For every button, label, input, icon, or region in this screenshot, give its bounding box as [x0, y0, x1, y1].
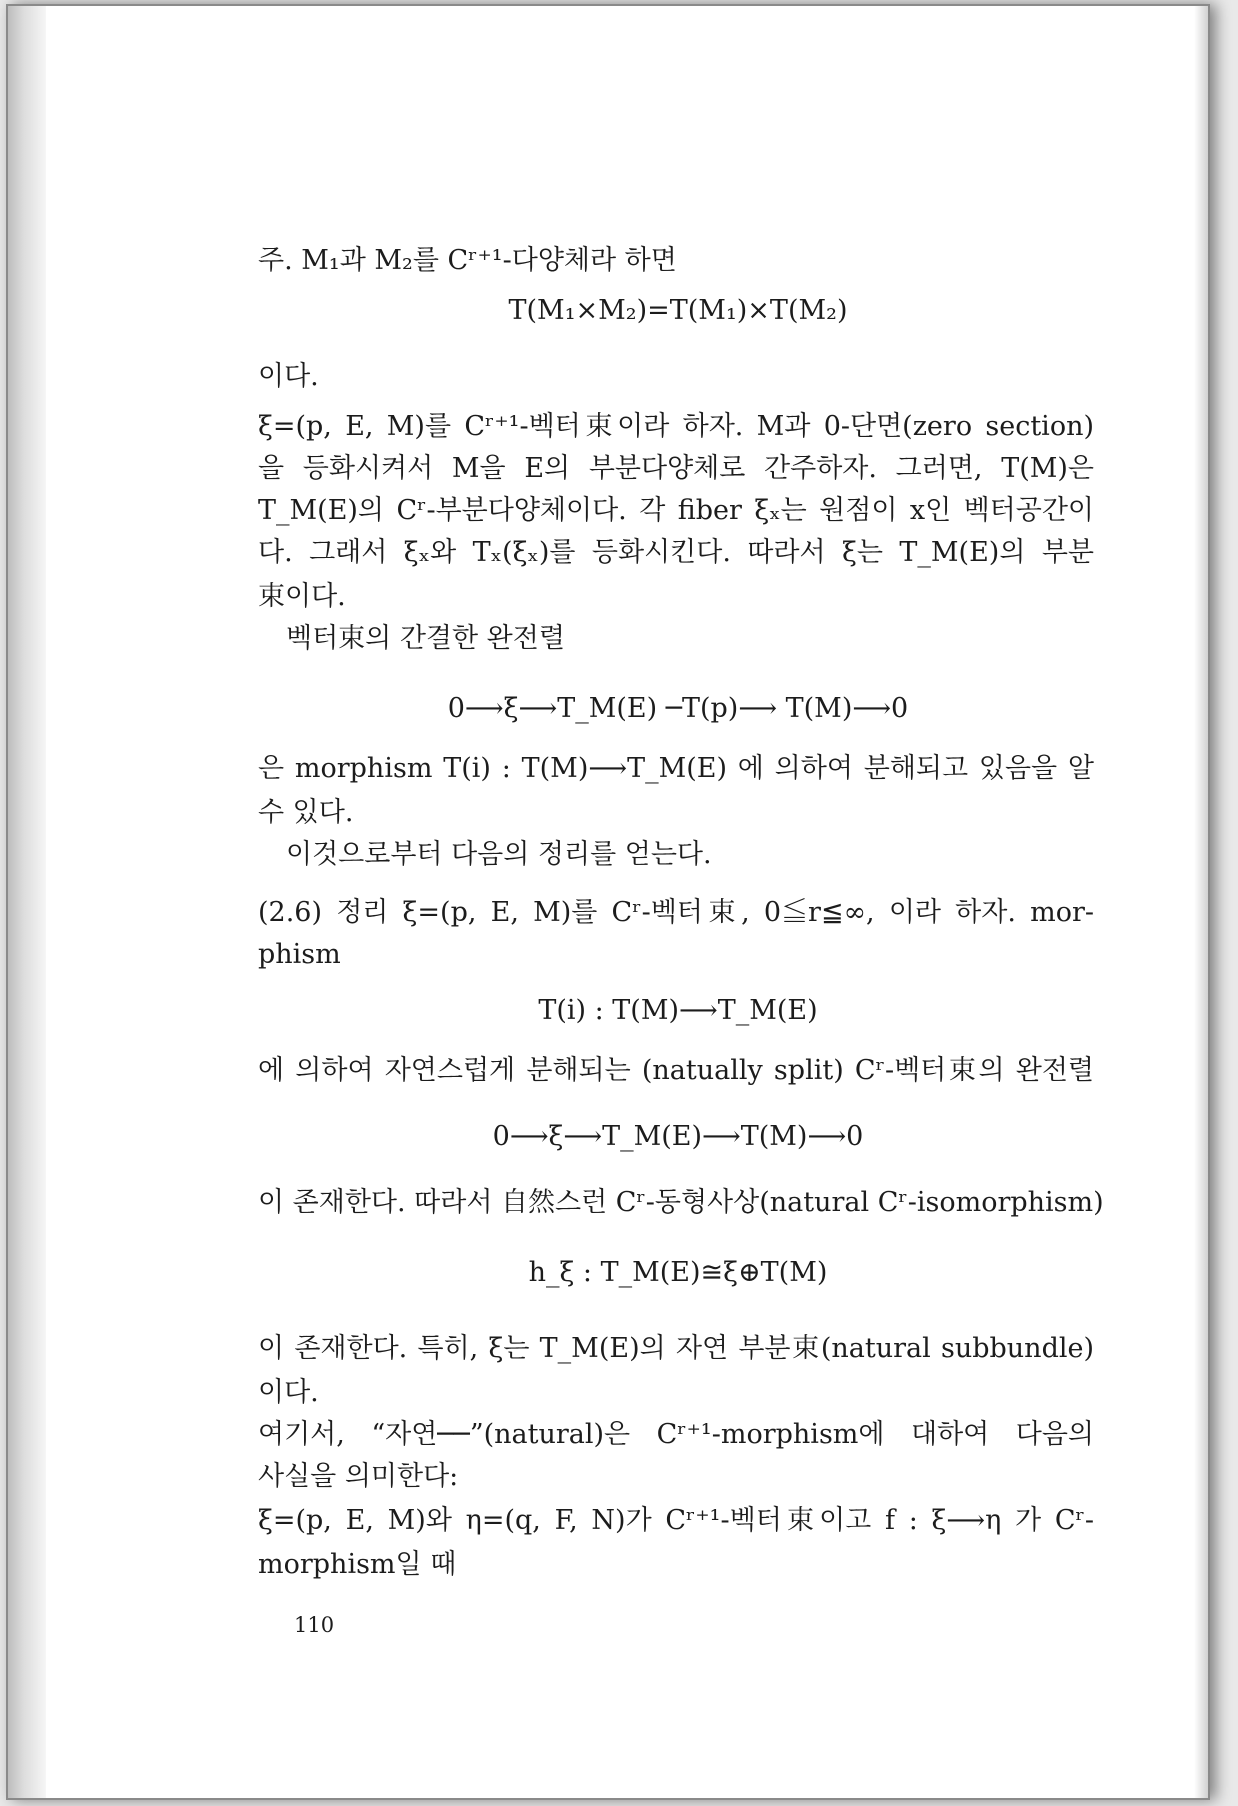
text-line: 사실을 의미한다:: [258, 1461, 459, 1492]
formula-line: h_ξ : T_M(E)≅ξ⊕T(M): [528, 1257, 828, 1288]
text-line: morphism일 때: [258, 1549, 457, 1580]
text-line: 이것으로부터 다음의 정리를 얻는다.: [286, 839, 712, 870]
formula-line: T(i) : T(M)⟶T_M(E): [538, 995, 818, 1026]
formula-line: 0⟶ξ⟶T_M(E)⟶T(M)⟶0: [492, 1121, 864, 1152]
page-edge-shadow: [1194, 6, 1208, 1798]
text-line: 이 존재한다. 특히, ξ는 T_M(E)의 자연 부분束(natural subbundle): [258, 1333, 1094, 1364]
text-line: 여기서, “자연──”(natural)은 Cʳ⁺¹-morphism에 대하여 다음의: [258, 1419, 1094, 1450]
text-line: 다. 그래서 ξₓ와 Tₓ(ξₓ)를 등화시킨다. 따라서 ξ는 T_M(E)의 부분: [258, 537, 1094, 568]
text-line: 에 의하여 자연스럽게 분해되는 (natually split) Cʳ-벡터束의 완전렬: [258, 1055, 1094, 1086]
text-line: 이다.: [258, 361, 319, 392]
text-line: 束이다.: [258, 581, 346, 612]
text-line: 벡터束의 간결한 완전렬: [286, 623, 565, 654]
text-line: ξ=(p, E, M)와 η=(q, F, N)가 Cʳ⁺¹-벡터束이고 f : ξ⟶η 가 Cʳ-: [258, 1505, 1094, 1536]
text-line: ξ=(p, E, M)를 Cʳ⁺¹-벡터束이라 하자. M과 0-단면(zero section): [258, 411, 1094, 442]
formula-line: 0⟶ξ⟶T_M(E) ─T(p)⟶ T(M)⟶0: [447, 693, 909, 724]
text-line: phism: [258, 939, 341, 970]
text-line: 주. M₁과 M₂를 Cʳ⁺¹-다양체라 하면: [258, 245, 677, 276]
text-line: 을 등화시켜서 M을 E의 부분다양체로 간주하자. 그러면, T(M)은: [258, 453, 1094, 484]
page-number: 110: [294, 1613, 335, 1637]
theorem-line: (2.6) 정리 ξ=(p, E, M)를 Cʳ-벡터束, 0≦r≦∞, 이라 하자. mor-: [258, 897, 1094, 928]
formula-line: T(M₁×M₂)=T(M₁)×T(M₂): [508, 295, 848, 326]
text-line: 이 존재한다. 따라서 自然스런 Cʳ-동형사상(natural Cʳ-isomorphism): [258, 1187, 1104, 1218]
text-line: 은 morphism T(i) : T(M)⟶T_M(E) 에 의하여 분해되고 있음을 알: [258, 753, 1094, 784]
text-line: T_M(E)의 Cʳ-부분다양체이다. 각 fiber ξₓ는 원점이 x인 벡터공간이: [258, 495, 1094, 526]
text-line: 이다.: [258, 1377, 319, 1408]
text-line: 수 있다.: [258, 797, 354, 828]
page-spine-shadow: [8, 6, 46, 1798]
